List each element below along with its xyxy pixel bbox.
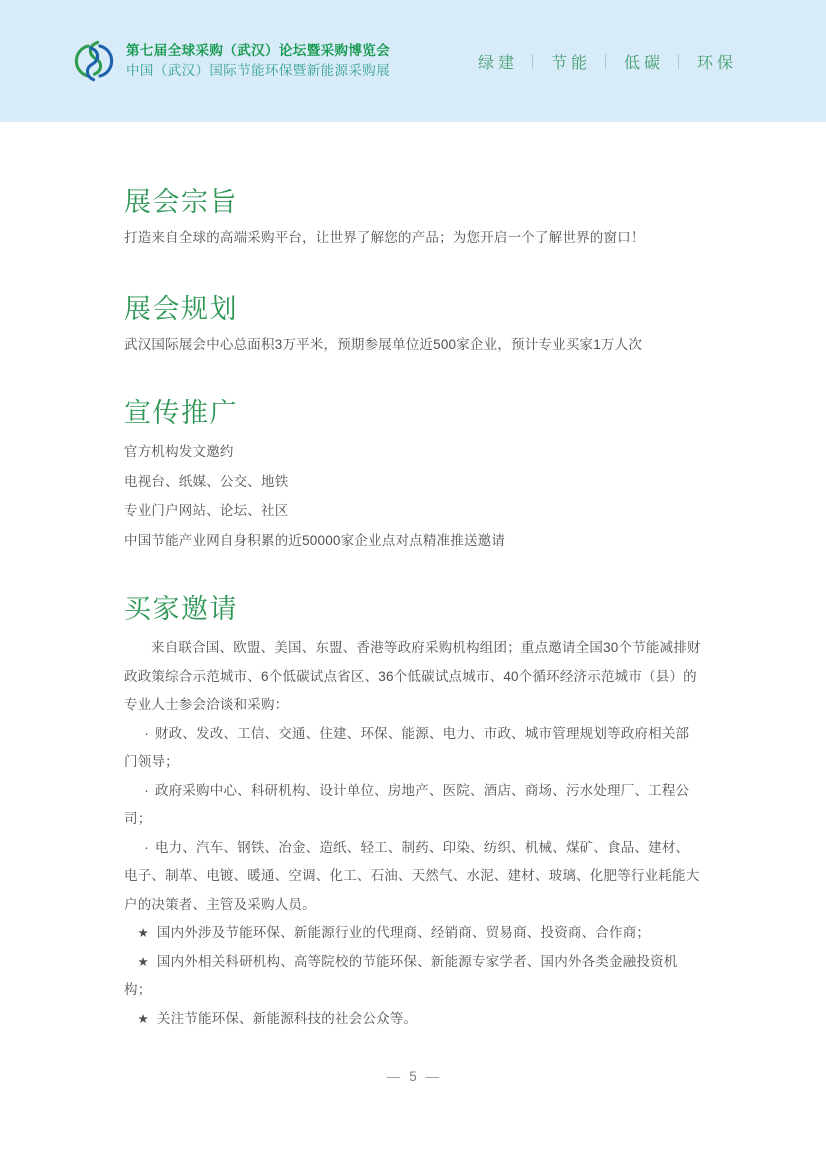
dot-bullet-icon: · bbox=[144, 782, 149, 798]
footer-dash-right: — bbox=[425, 1069, 440, 1084]
header-title-line2: 中国（武汉）国际节能环保暨新能源采购展 bbox=[126, 63, 391, 78]
buyer-star-item bbox=[124, 948, 702, 1005]
promotion-line: 电视台、纸媒、公交、地铁 bbox=[124, 473, 289, 489]
footer-dash-left: — bbox=[386, 1069, 401, 1084]
promotion-line: 专业门户网站、论坛、社区 bbox=[124, 503, 289, 518]
promotion-line: 官方机构发文邀约 bbox=[124, 444, 234, 459]
expo-purpose-text: 打造来自全球的高端采购平台，让世界了解您的产品；为您开启一个了解世界的窗口！ bbox=[124, 230, 645, 245]
buyer-star-item bbox=[124, 919, 702, 948]
header-title-line1: 第七届全球采购（武汉）论坛暨采购博览会 bbox=[126, 43, 391, 58]
dot-bullet-icon: · bbox=[144, 725, 149, 741]
star-bullet-icon: ★ bbox=[137, 954, 149, 969]
nav-divider bbox=[678, 54, 679, 69]
nav-divider bbox=[605, 54, 606, 69]
section-heading-promotion: 宣传推广 bbox=[124, 398, 238, 428]
section-heading-buyer-invitation: 买家邀请 bbox=[124, 594, 238, 624]
header bbox=[0, 0, 826, 122]
promotion-list bbox=[124, 437, 702, 555]
star-bullet-icon: ★ bbox=[137, 1011, 149, 1026]
buyer-list-item bbox=[124, 834, 702, 920]
buyer-list-item-text: 政府采购中心、科研机构、设计单位、房地产、医院、酒店、商场、污水处理厂、工程公司； bbox=[124, 782, 690, 826]
nav-item-low-carbon: 低碳 bbox=[623, 54, 664, 72]
section-expo-plan bbox=[124, 291, 702, 360]
header-nav bbox=[478, 50, 737, 73]
dot-bullet-icon: · bbox=[144, 839, 149, 855]
buyer-list-item-text: 财政、发改、工信、交通、住建、环保、能源、电力、市政、城市管理规划等政府相关部门领导； bbox=[124, 725, 690, 769]
nav-item-environment: 环保 bbox=[696, 54, 737, 72]
header-titles bbox=[126, 42, 390, 80]
section-buyer-invitation bbox=[124, 591, 702, 1033]
main-content bbox=[0, 184, 826, 1033]
nav-item-green-building: 绿建 bbox=[477, 54, 518, 72]
expo-plan-text: 武汉国际展会中心总面积3万平米，预期参展单位近500家企业，预计专业买家1万人次 bbox=[124, 336, 643, 352]
buyer-list-item bbox=[124, 720, 702, 777]
buyer-list-item bbox=[124, 777, 702, 834]
buyer-star-item-text: 关注节能环保、新能源科技的社会公众等。 bbox=[156, 1010, 418, 1026]
section-heading-expo-plan: 展会规划 bbox=[124, 293, 238, 324]
nav-item-energy-saving: 节能 bbox=[550, 54, 591, 72]
promotion-line: 中国节能产业网自身积累的近50000家企业点对点精准推送邀请 bbox=[124, 532, 506, 548]
buyer-star-item-text: 国内外涉及节能环保、新能源行业的代理商、经销商、贸易商、投资商、合作商； bbox=[156, 925, 651, 940]
buyer-star-item bbox=[124, 1005, 702, 1034]
buyer-list-item-text: 电力、汽车、钢铁、冶金、造纸、轻工、制药、印染、纺织、机械、煤矿、食品、建材、电子、制革、电镀、暖通、空调、化工、石油、天然气、水泥、建材、玻璃、化肥等行业耗能大户的决策者、主管及采购人员。 bbox=[124, 839, 700, 912]
star-bullet-icon: ★ bbox=[137, 926, 149, 940]
section-heading-expo-purpose: 展会宗旨 bbox=[124, 187, 238, 217]
buyer-star-item-text: 国内外相关科研机构、高等院校的节能环保、新能源专家学者、国内外各类金融投资机构； bbox=[124, 953, 678, 997]
nav-divider bbox=[532, 54, 533, 69]
buyer-invitation-intro: 来自联合国、欧盟、美国、东盟、香港等政府采购机构组团；重点邀请全国30个节能减排财政政策综合示范城市、6个低碳试点省区、36个低碳试点城市、40个循环经济示范城市（县）的专业人士参会洽谈和采购： bbox=[124, 640, 701, 712]
section-expo-purpose bbox=[124, 184, 702, 253]
section-promotion bbox=[124, 395, 702, 555]
expo-logo-icon bbox=[74, 38, 114, 84]
page-footer bbox=[0, 1069, 826, 1084]
page-number: 5 bbox=[409, 1069, 417, 1084]
